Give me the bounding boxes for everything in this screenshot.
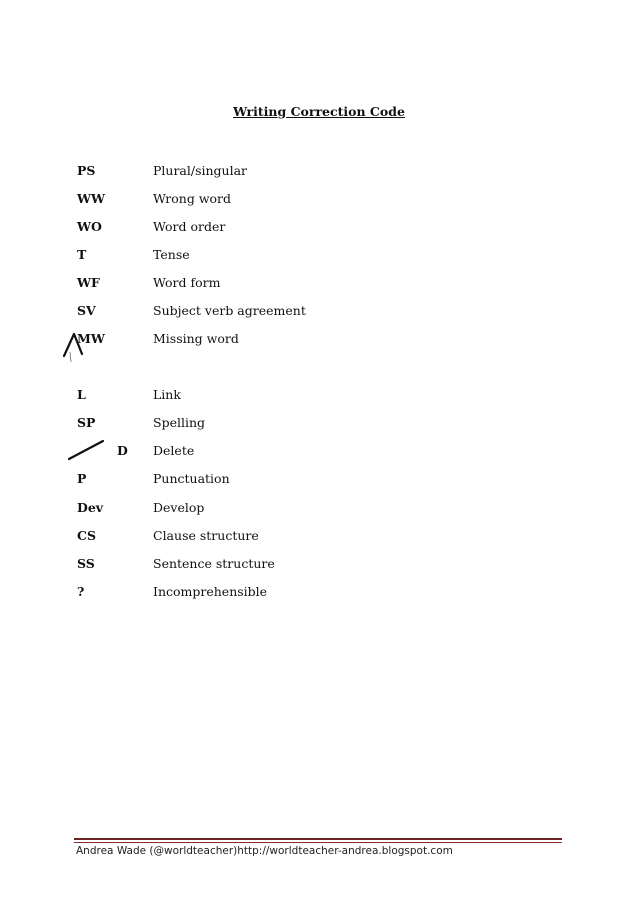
code-l: L xyxy=(77,387,86,402)
meaning-p: Punctuation xyxy=(153,471,230,486)
code-ww: WW xyxy=(77,191,106,206)
meaning-sv: Subject verb agreement xyxy=(153,303,306,318)
code-sv: SV xyxy=(77,303,96,318)
footer-rule-thick xyxy=(74,838,562,840)
meaning-d: Delete xyxy=(153,443,195,458)
code-cs: CS xyxy=(77,528,96,543)
document-title: Writing Correction Code xyxy=(233,104,405,119)
meaning-wf: Word form xyxy=(153,275,221,290)
page-footer: Andrea Wade (@worldteacher)http://worldteacher-andrea.blogspot.com xyxy=(76,845,453,857)
meaning-ps: Plural/singular xyxy=(153,163,248,178)
meaning-sp: Spelling xyxy=(153,415,206,430)
code-wo: WO xyxy=(77,219,102,234)
meaning-ww: Wrong word xyxy=(153,191,232,206)
meaning-mw: Missing word xyxy=(153,331,239,346)
meaning-ss: Sentence structure xyxy=(153,556,275,571)
meaning-t: Tense xyxy=(153,247,190,262)
code-ss: SS xyxy=(77,556,95,571)
code-sp: SP xyxy=(77,415,96,430)
meaning-wo: Word order xyxy=(153,219,226,234)
code-dev: Dev xyxy=(77,500,104,515)
code-p: P xyxy=(77,471,87,486)
code-question: ? xyxy=(77,584,85,599)
footer-rule-thin xyxy=(74,842,562,843)
code-mw: MW xyxy=(77,331,105,346)
code-t: T xyxy=(77,247,87,262)
code-wf: WF xyxy=(77,275,100,290)
code-d: D xyxy=(117,443,128,458)
meaning-dev: Develop xyxy=(153,500,205,515)
meaning-cs: Clause structure xyxy=(153,528,259,543)
delete-strike-icon xyxy=(66,438,106,462)
meaning-l: Link xyxy=(153,387,181,402)
meaning-question: Incomprehensible xyxy=(153,584,268,599)
code-ps: PS xyxy=(77,163,96,178)
